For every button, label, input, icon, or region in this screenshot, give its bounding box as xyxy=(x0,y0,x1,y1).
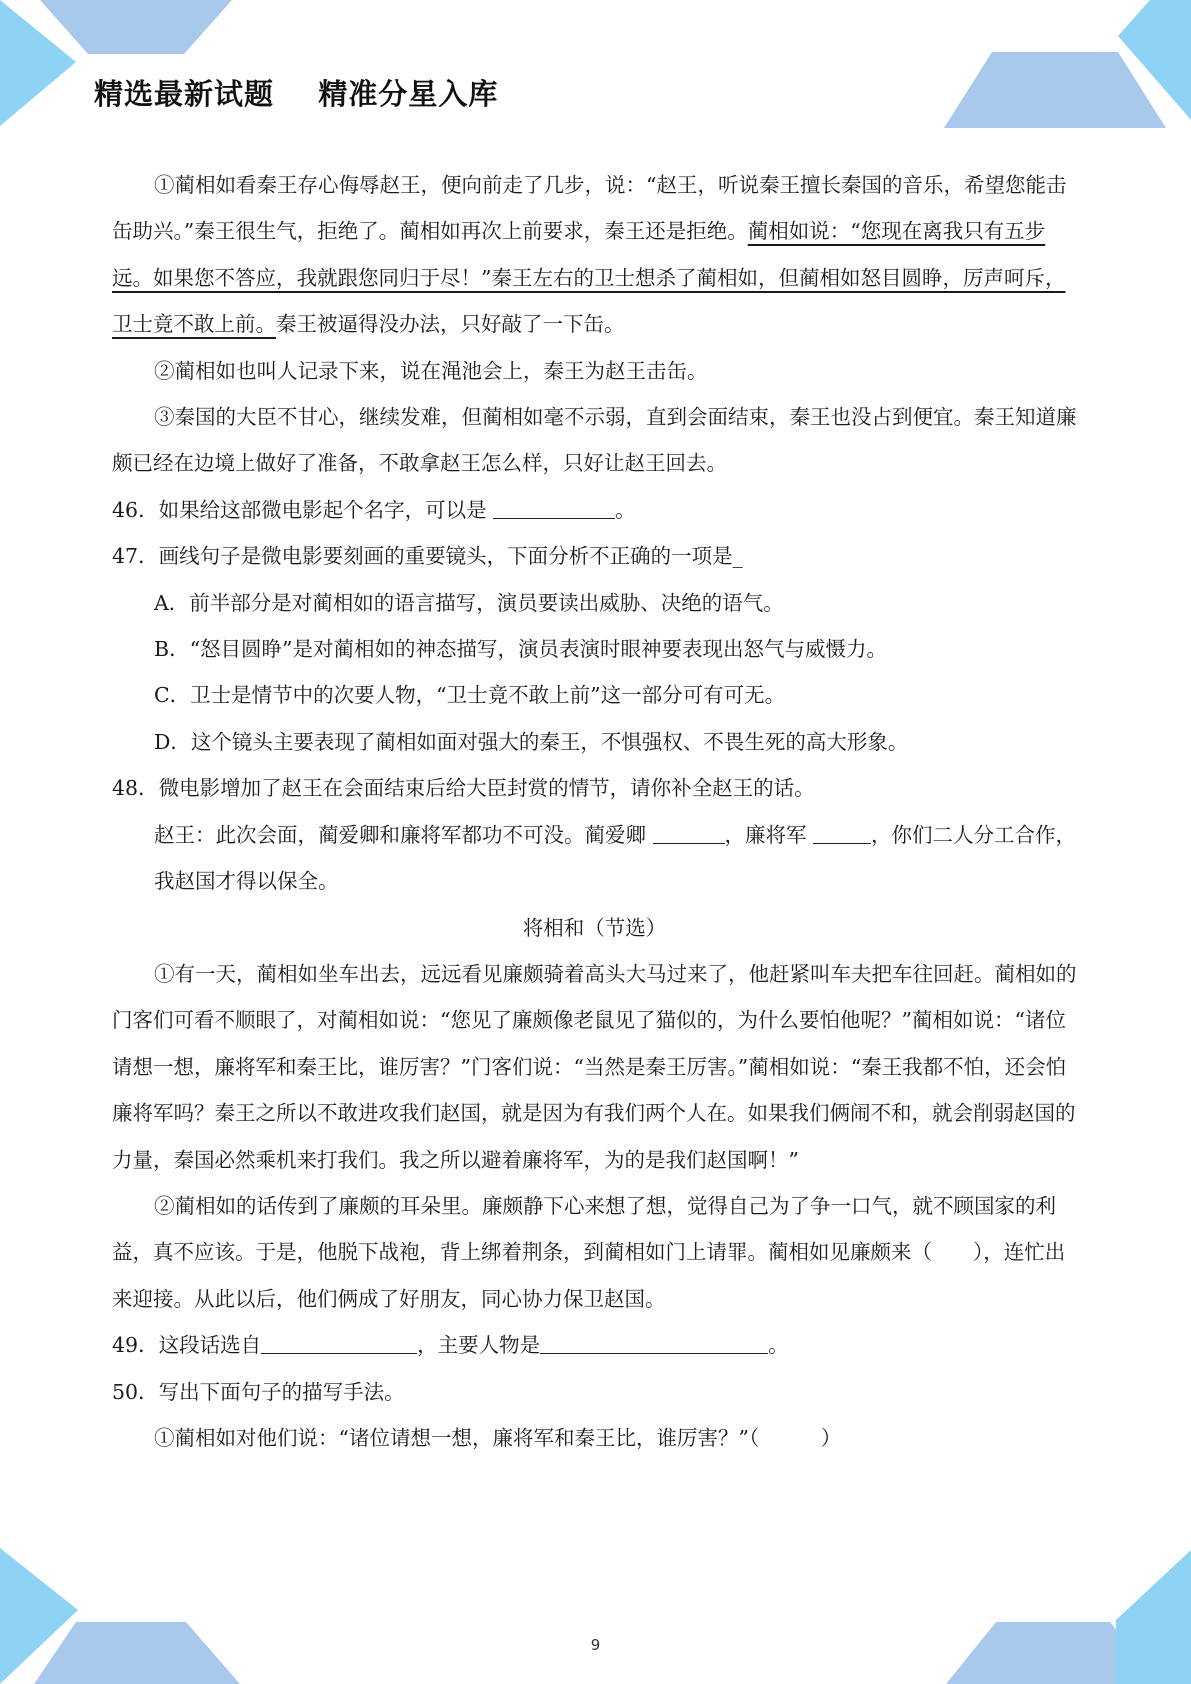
exam-content xyxy=(112,162,1077,1461)
question-49 xyxy=(112,1322,1077,1368)
option-b: B．“怒目圆睁”是对蔺相如的神态描写，演员表演时眼神要表现出怒气与威慑力。 xyxy=(154,637,888,662)
question-49-end: 。 xyxy=(768,1333,789,1358)
answer-blank[interactable] xyxy=(493,498,615,519)
dialogue-text-3: ，你们二人分工合作，我赵国才得以保全。 xyxy=(154,822,1077,894)
passage2-title: 将相和（节选） xyxy=(522,915,667,940)
page-number: 9 xyxy=(590,1636,601,1654)
option-c: C．卫士是情节中的次要人物，“卫士竟不敢上前”这一部分可有可无。 xyxy=(154,683,786,708)
question-48: 48．微电影增加了赵王在会面结束后给大臣封赏的情节，请你补全赵王的话。 xyxy=(112,776,815,801)
answer-blank[interactable] xyxy=(653,823,725,844)
header-title: 精选最新试题 精准分星入库 xyxy=(94,77,499,111)
question-46 xyxy=(112,487,1077,533)
passage1-paragraph-2: ②蔺相如也叫人记录下来，说在渑池会上，秦王为赵王击缶。 xyxy=(154,358,708,383)
option-d: D．这个镜头主要表现了蔺相如面对强大的秦王，不惧强权、不畏生死的高大形象。 xyxy=(154,729,909,754)
answer-blank[interactable] xyxy=(813,823,871,844)
passage1-paragraph-3: ③秦国的大臣不甘心，继续发难，但蔺相如毫不示弱，直到会面结束，秦王也没占到便宜。秦王知道廉颇已经在边境上做好了准备，不敢拿赵王怎么样，只好让赵王回去。 xyxy=(112,405,1077,476)
underlined-sentence: 蔺相如说：“您现在离我只有五步远。如果您不答应，我就跟您同归于尽！”秦王左右的卫士想杀了蔺相如，但蔺相如怒目圆睁，厉声呵斥，卫士竟不敢上前。 xyxy=(112,219,1066,337)
answer-blank[interactable] xyxy=(261,1333,417,1354)
answer-blank[interactable] xyxy=(540,1333,768,1354)
question-49-text-2: ，主要人物是 xyxy=(417,1333,541,1358)
question-46-end: 。 xyxy=(615,497,636,522)
question-47: 47．画线句子是微电影要刻画的重要镜头，下面分析不正确的一项是_ xyxy=(112,544,743,569)
passage1-paragraph-1 xyxy=(112,162,1077,348)
top-right-trapezoid xyxy=(944,52,1166,128)
dialogue-text-2: ，廉将军 xyxy=(724,822,814,847)
passage2-paragraph-2: ②蔺相如的话传到了廉颇的耳朵里。廉颇静下心来想了想，觉得自己为了争一口气，就不顾国家的利益，真不应该。于是，他脱下战袍，背上绑着荆条，到蔺相如门上请罪。蔺相如见廉颇来（ ），连忙出来迎接。从此以后，他们俩成了好朋友，同心协力保卫赵国。 xyxy=(112,1193,1066,1311)
question-48-dialogue xyxy=(112,812,1077,905)
dialogue-text-1: 赵王：此次会面，蔺爱卿和廉将军都功不可没。蔺爱卿 xyxy=(154,822,653,847)
question-49-text-1: 49．这段话选自 xyxy=(112,1333,262,1358)
top-left-trapezoid xyxy=(40,0,232,54)
option-a: A．前半部分是对蔺相如的语言描写，演员要读出威胁、决绝的语气。 xyxy=(154,590,784,615)
passage1-text-end: 秦王被逼得没办法，只好敲了一下缶。 xyxy=(276,312,625,337)
question-46-text: 46．如果给这部微电影起个名字，可以是 xyxy=(112,497,494,522)
passage1-text: ①蔺相如看秦王存心侮辱赵王，便向前走了几步，说：“赵王，听说秦王擅长秦国的音乐，希望您能击缶助兴。”秦王很生气，拒绝了。蔺相如再次上前要求，秦王还是拒绝。 xyxy=(112,173,1067,244)
question-50-item-1: ①蔺相如对他们说：“诸位请想一想，廉将军和秦王比，谁厉害？”（ ） xyxy=(154,1425,842,1450)
passage2-paragraph-1: ①有一天，蔺相如坐车出去，远远看见廉颇骑着高头大马过来了，他赶紧叫车夫把车往回赶。蔺相如的门客们可看不顺眼了，对蔺相如说：“您见了廉颇像老鼠见了猫似的，为什么要怕他呢？”蔺相如说：“诸位请想一想，廉将军和秦王比，谁厉害？”门客们说：“当然是秦王厉害。”蔺相如说：“秦王我都不怕，还会怕廉将军吗？秦王之所以不敢进攻我们赵国，就是因为有我们两个人在。如果我们俩闹不和，就会削弱赵国的力量，秦国必然乘机来打我们。我之所以避着廉将军，为的是我们赵国啊！” xyxy=(112,961,1077,1172)
question-50: 50．写出下面句子的描写手法。 xyxy=(112,1379,405,1404)
bottom-right-triangle xyxy=(1116,1550,1191,1684)
